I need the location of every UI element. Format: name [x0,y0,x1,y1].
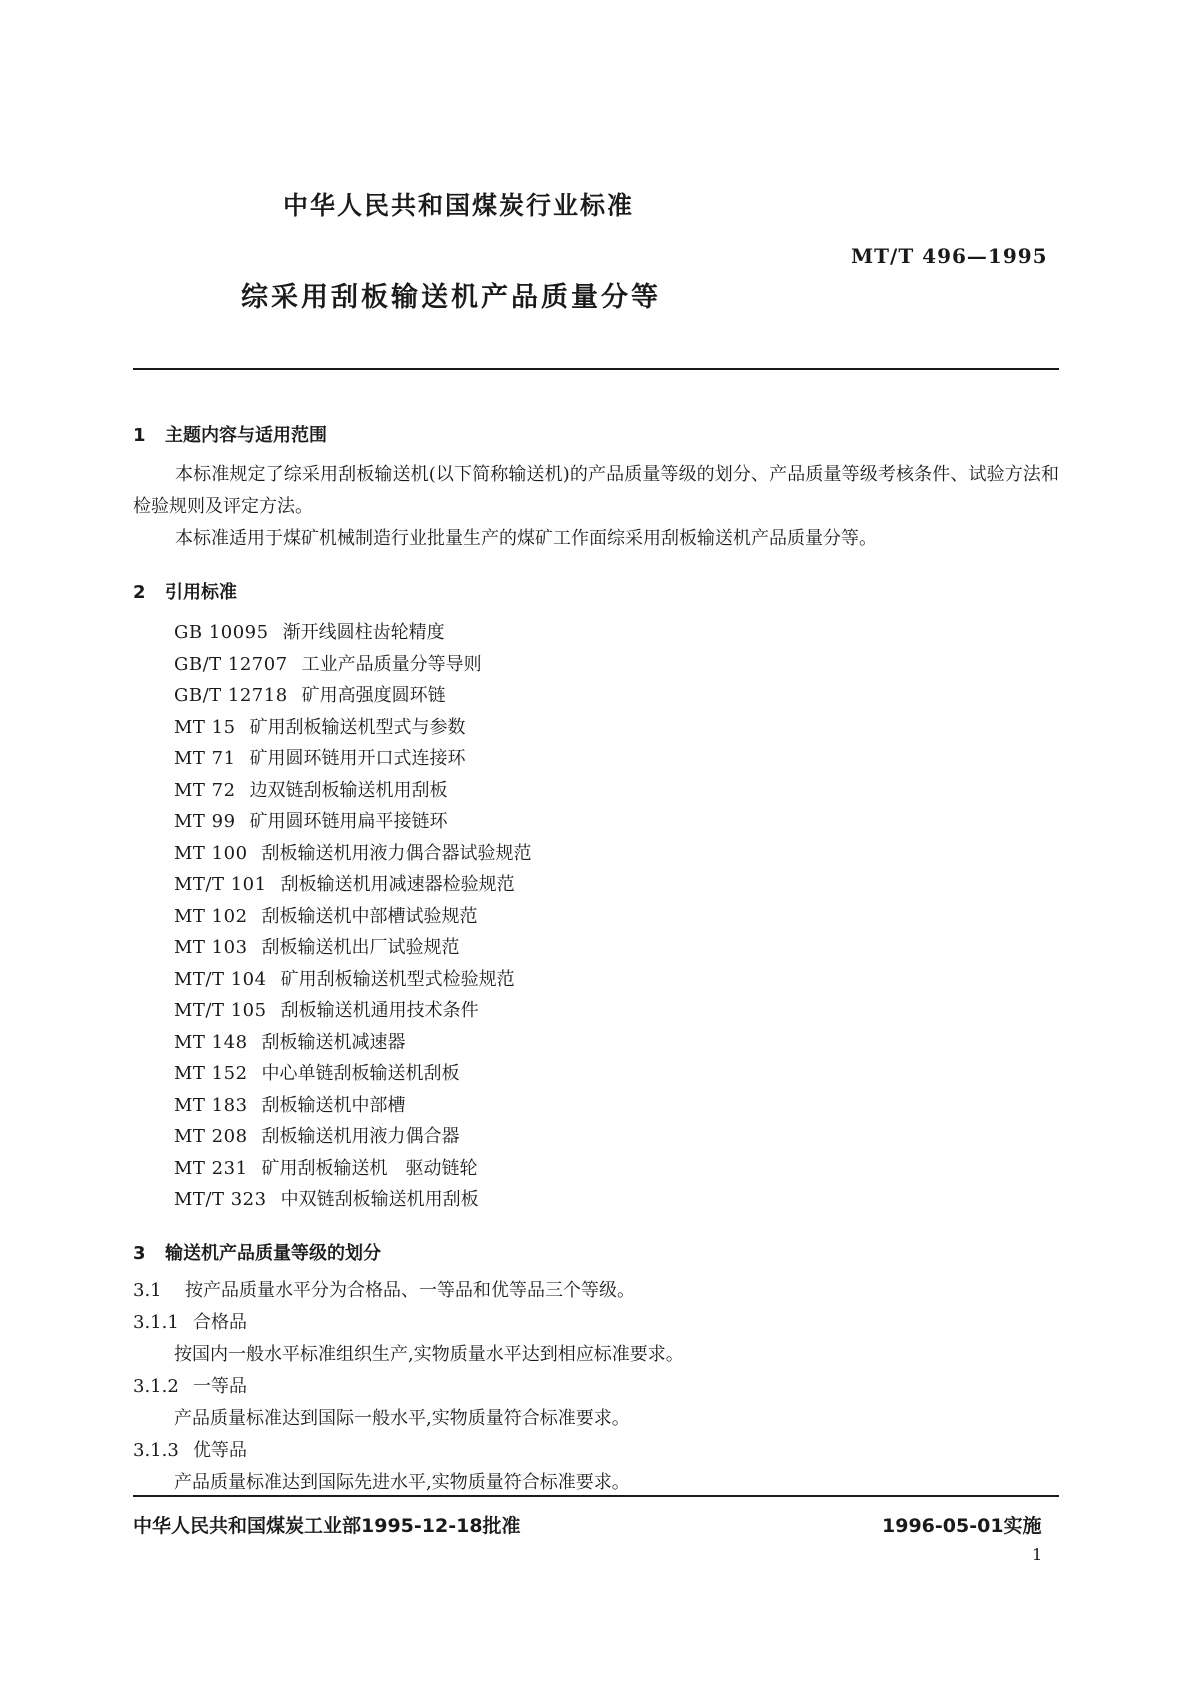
document-title: 综采用刮板输送机产品质量分等 [241,282,661,313]
clause-number: 3.1.1 [133,1312,179,1333]
implementation-date: 1996-05-01实施 [882,1515,1042,1537]
clause-title: 优等品 [193,1440,247,1461]
approval-note: 中华人民共和国煤炭工业部1995-12-18批准 [133,1515,521,1537]
reference-name: 刮板输送机用液力偶合器 [261,1126,460,1147]
clause-number: 3.1.3 [133,1440,179,1461]
reference-code: MT/T 101 [174,874,267,895]
reference-item [174,775,532,807]
reference-code: GB/T 12718 [174,685,288,706]
reference-item [174,806,532,838]
clause-3-1-3-text: 产品质量标准达到国际先进水平,实物质量符合标准要求。 [174,1472,630,1493]
clause-3-1-3-heading [133,1435,247,1467]
section-1-heading [133,421,327,447]
reference-item [174,680,532,712]
reference-item [174,1027,532,1059]
reference-name: 中心单链刮板输送机刮板 [261,1063,460,1084]
reference-code: MT 231 [174,1157,248,1179]
section-1-paragraph-2: 本标准适用于煤矿机械制造行业批量生产的煤矿工作面综采用刮板输送机产品质量分等。 [175,528,877,549]
reference-name: 矿用刮板输送机 驱动链轮 [261,1157,478,1179]
reference-item [174,932,532,964]
reference-name: 刮板输送机用液力偶合器试验规范 [261,842,532,864]
reference-name: 工业产品质量分等导则 [301,653,482,675]
reference-code: MT 71 [174,748,236,769]
section-3-heading [133,1239,381,1265]
reference-code: MT 183 [174,1094,248,1116]
reference-name: 矿用高强度圆环链 [301,685,446,706]
reference-name: 刮板输送机出厂试验规范 [261,937,460,958]
reference-code: MT 72 [174,779,236,801]
clause-number: 3.1 [133,1280,162,1301]
section-number: 2 [133,582,146,603]
reference-item [174,649,532,681]
standard-code: MT/T 496—1995 [851,244,1048,268]
reference-code: MT 100 [174,842,248,864]
section-title: 主题内容与适用范围 [165,425,327,446]
reference-code: MT 99 [174,811,236,832]
reference-name: 中双链刮板输送机用刮板 [280,1189,479,1210]
reference-item [174,1058,532,1090]
reference-name: 刮板输送机通用技术条件 [280,1000,479,1021]
clause-3-1-1-heading [133,1307,247,1339]
section-number: 1 [133,425,146,446]
reference-name: 矿用圆环链用扁平接链环 [249,811,448,832]
reference-item [174,995,532,1027]
reference-item [174,743,532,775]
issuing-authority: 中华人民共和国煤炭行业标准 [283,191,635,220]
header-divider [133,368,1059,370]
reference-item [174,1184,532,1216]
reference-item [174,838,532,870]
reference-code: MT 152 [174,1063,248,1084]
reference-item [174,1121,532,1153]
section-2-heading [133,578,237,604]
reference-item [174,869,532,901]
reference-name: 刮板输送机用减速器检验规范 [280,874,515,895]
reference-name: 渐开线圆柱齿轮精度 [282,622,445,643]
reference-item [174,1153,532,1185]
clause-3-1 [133,1275,635,1307]
reference-item [174,901,532,933]
reference-code: GB 10095 [174,622,269,643]
clause-title: 一等品 [193,1376,247,1397]
reference-name: 刮板输送机中部槽 [261,1094,406,1116]
reference-code: GB/T 12707 [174,653,288,675]
footer-divider [133,1495,1059,1497]
reference-code: MT 103 [174,937,248,958]
reference-code: MT/T 105 [174,1000,267,1021]
reference-list [174,617,532,1216]
reference-item [174,617,532,649]
clause-3-1-2-heading [133,1371,247,1403]
reference-code: MT 15 [174,716,236,738]
reference-item [174,964,532,996]
reference-code: MT 208 [174,1126,248,1147]
section-title: 引用标准 [165,582,237,603]
clause-3-1-2-text: 产品质量标准达到国际一般水平,实物质量符合标准要求。 [174,1408,630,1429]
reference-code: MT 102 [174,905,248,927]
clause-title: 合格品 [193,1312,247,1333]
reference-item [174,712,532,744]
reference-code: MT/T 323 [174,1189,267,1210]
reference-code: MT/T 104 [174,968,267,990]
reference-name: 矿用刮板输送机型式检验规范 [280,968,515,990]
reference-name: 矿用圆环链用开口式连接环 [249,748,466,769]
clause-text: 按产品质量水平分为合格品、一等品和优等品三个等级。 [185,1280,635,1301]
section-1-paragraph-1: 本标准规定了综采用刮板输送机(以下简称输送机)的产品质量等级的划分、产品质量等级考核条件、试验方法和检验规则及评定方法。 [133,464,1059,517]
reference-name: 边双链刮板输送机用刮板 [249,779,448,801]
clause-3-1-1-text: 按国内一般水平标准组织生产,实物质量水平达到相应标准要求。 [174,1344,684,1365]
reference-code: MT 148 [174,1031,248,1053]
reference-name: 矿用刮板输送机型式与参数 [249,716,466,738]
reference-name: 刮板输送机减速器 [261,1031,406,1053]
reference-item [174,1090,532,1122]
section-title: 输送机产品质量等级的划分 [165,1243,381,1264]
reference-name: 刮板输送机中部槽试验规范 [261,905,478,927]
section-number: 3 [133,1243,146,1264]
page-number: 1 [1032,1545,1043,1564]
clause-number: 3.1.2 [133,1376,179,1397]
